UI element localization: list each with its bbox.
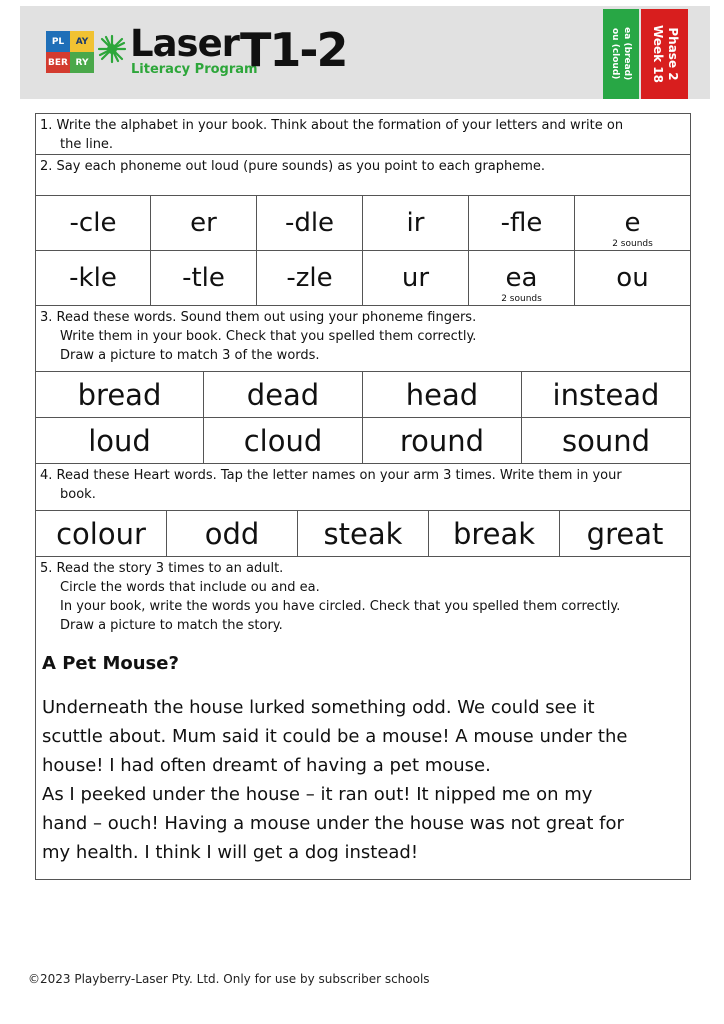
word-cell: bread: [36, 372, 204, 417]
word-cell: loud: [36, 418, 204, 463]
task-number: 4.: [40, 468, 53, 483]
logo-piece: AY: [70, 31, 94, 52]
grapheme-cell: er: [151, 196, 257, 250]
logo-wordmark: Laser: [130, 22, 239, 65]
heart-word-cell: great: [586, 516, 664, 551]
word-cell: round: [363, 418, 522, 463]
copyright-footer: ©2023 Playberry-Laser Pty. Ltd. Only for use by subscriber schools: [28, 972, 430, 986]
grapheme-cell: -dle: [257, 196, 363, 250]
task-1: [36, 114, 690, 155]
sound-note: 2 sounds: [501, 294, 542, 304]
word-cell: dead: [204, 372, 363, 417]
task-text: Circle the words that include ou and ea.: [60, 580, 320, 595]
grapheme-cell: e 2 sounds: [575, 196, 690, 250]
task-text: Draw a picture to match 3 of the words.: [60, 348, 320, 363]
grapheme-row: [36, 251, 690, 306]
story-title: A Pet Mouse?: [42, 653, 179, 674]
task-2: [36, 155, 690, 196]
task-text: Read these Heart words. Tap the letter names on your arm 3 times. Write them in your: [56, 468, 622, 483]
heart-words-row: [36, 511, 690, 557]
story-line: house! I had often dreamt of having a pet mouse.: [42, 755, 491, 776]
header-banner: [20, 6, 710, 99]
focus-sounds-tag: [603, 9, 639, 99]
logo-piece: PL: [46, 31, 70, 52]
task-text: Say each phoneme out loud (pure sounds) as you point to each grapheme.: [56, 159, 546, 174]
tag-line: ea (bread): [622, 27, 633, 81]
grapheme-cell: -zle: [257, 251, 363, 305]
story-text: [42, 693, 682, 867]
word-cell: cloud: [204, 418, 363, 463]
word-cell: instead: [552, 377, 660, 412]
task-text: Write them in your book. Check that you spelled them correctly.: [60, 329, 477, 344]
grapheme-cell: ur: [363, 251, 469, 305]
story-line: As I peeked under the house – it ran out! It nipped me on my: [42, 784, 593, 805]
grapheme-cell: -tle: [151, 251, 257, 305]
laser-burst-icon: [97, 34, 127, 64]
story-line: my health. I think I will get a dog instead!: [42, 842, 419, 863]
word-row: [36, 418, 690, 464]
task-4: [36, 464, 690, 511]
logo-piece: BER: [46, 52, 70, 73]
task-number: 1.: [40, 118, 53, 133]
task-text: In your book, write the words you have circled. Check that you spelled them correctly.: [60, 599, 621, 614]
heart-word-cell: steak: [298, 511, 429, 556]
sound-note: 2 sounds: [612, 239, 653, 249]
task-text: Draw a picture to match the story.: [60, 618, 283, 633]
grapheme-cell: ea 2 sounds: [469, 251, 575, 305]
task-number: 3.: [40, 310, 53, 325]
worksheet-table: [35, 113, 691, 880]
tag-line: ou (cloud): [611, 28, 622, 80]
heart-word-cell: break: [429, 511, 560, 556]
phase-week-tag: [641, 9, 688, 99]
tag-line: Week 18: [650, 25, 665, 83]
task-text: the line.: [60, 137, 114, 152]
story-line: scuttle about. Mum said it could be a mouse! A mouse under the: [42, 726, 628, 747]
task-number: 2.: [40, 159, 53, 174]
task-3: [36, 306, 690, 372]
heart-word-cell: odd: [167, 511, 298, 556]
heart-word-cell: colour: [36, 511, 167, 556]
story-line: hand – ouch! Having a mouse under the house was not great for: [42, 813, 624, 834]
task-text: book.: [60, 487, 96, 502]
grapheme-cell: -cle: [36, 196, 151, 250]
task-5: [36, 557, 690, 635]
task-number: 5.: [40, 561, 53, 576]
task-text: Read these words. Sound them out using your phoneme fingers.: [56, 310, 477, 325]
word-cell: head: [363, 372, 522, 417]
grapheme-cell: -fle: [469, 196, 575, 250]
story-line: Underneath the house lurked something odd. We could see it: [42, 697, 595, 718]
word-row: [36, 372, 690, 418]
grapheme-cell: ou: [616, 263, 649, 293]
logo-subtitle: Literacy Program: [131, 62, 258, 77]
tag-line: Phase 2: [665, 27, 680, 81]
word-cell: sound: [561, 423, 651, 458]
playberry-logo: [46, 31, 94, 73]
grapheme-cell: ir: [363, 196, 469, 250]
grapheme-cell: -kle: [36, 251, 151, 305]
level-label: T1-2: [240, 23, 347, 77]
task-text: Write the alphabet in your book. Think about the formation of your letters and write on: [56, 118, 624, 133]
task-text: Read the story 3 times to an adult.: [56, 561, 284, 576]
logo-piece: RY: [70, 52, 94, 73]
grapheme-row: [36, 196, 690, 251]
